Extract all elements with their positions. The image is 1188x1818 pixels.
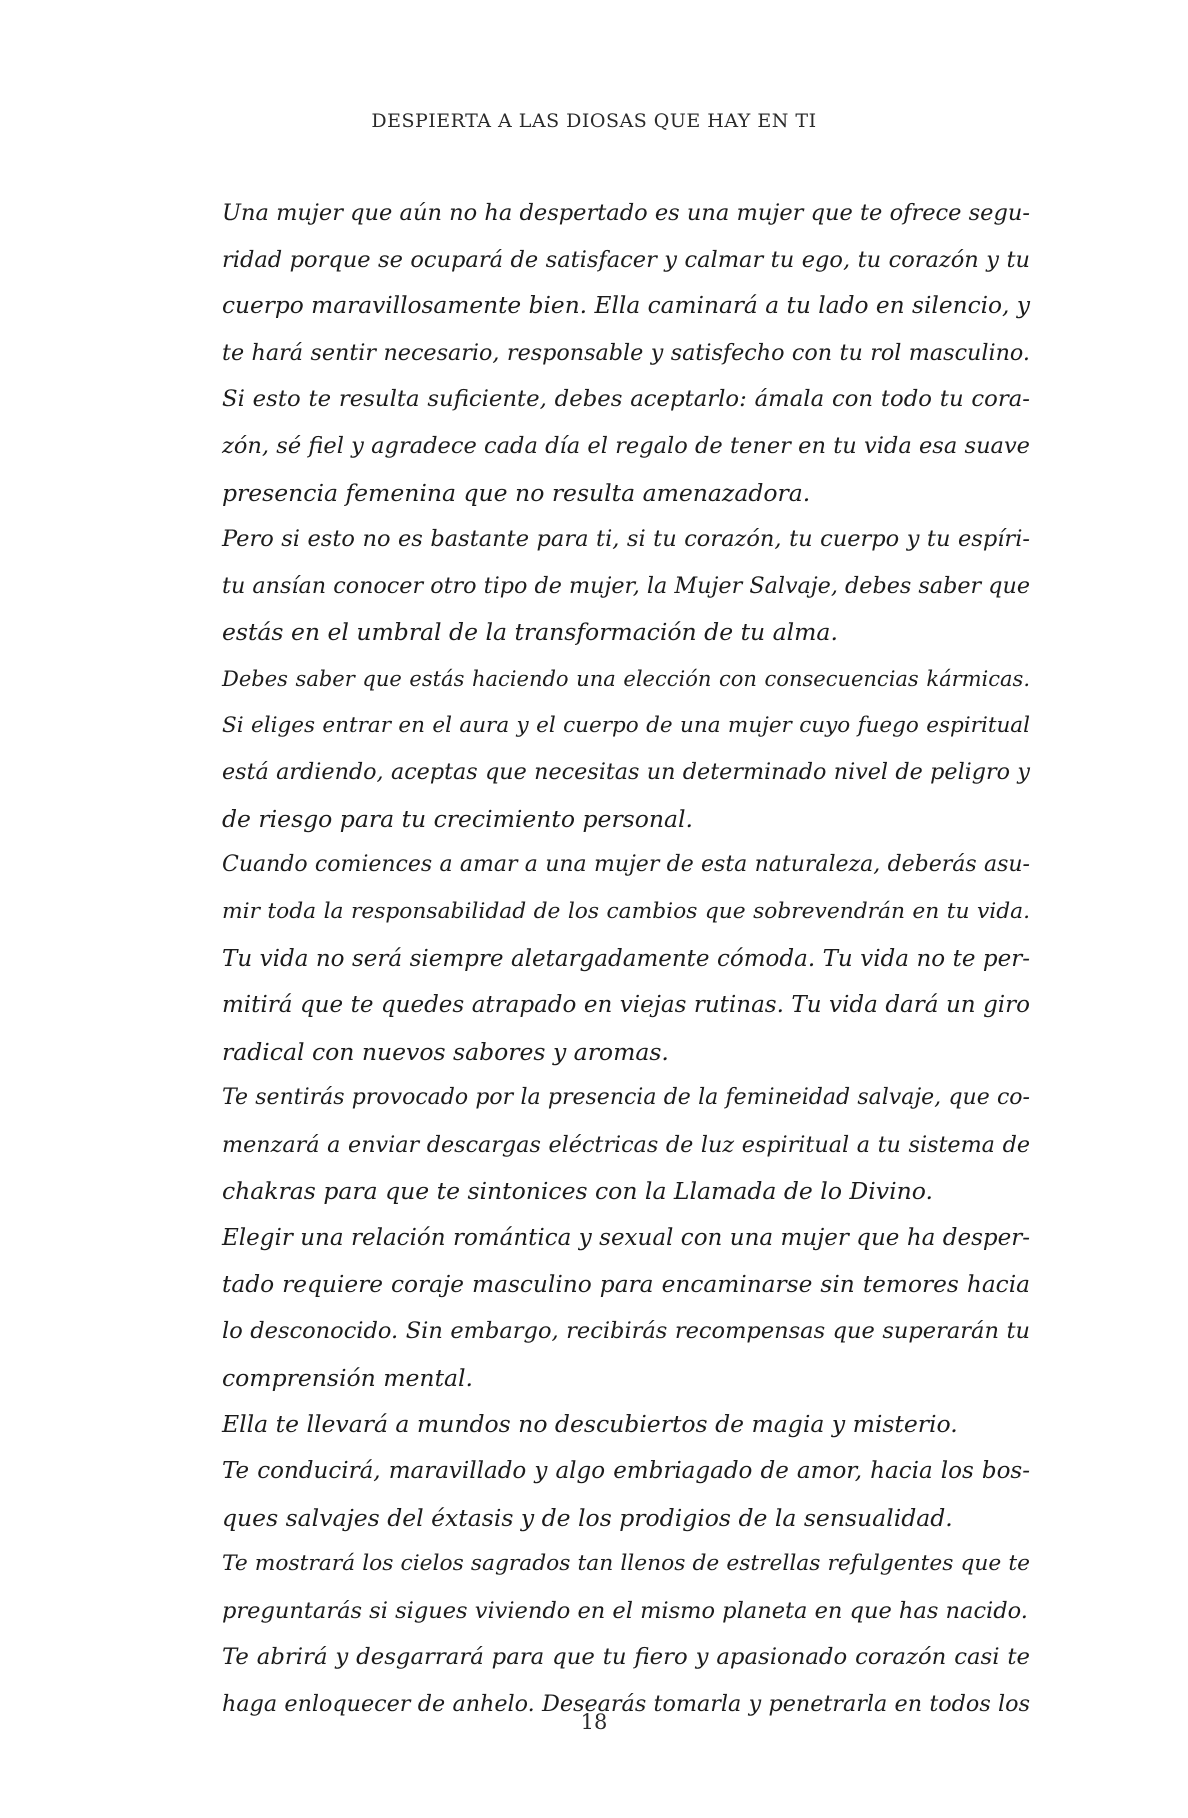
text-line: lo desconocido. Sin embargo, recibirás recompensas que superarán tu <box>222 1318 1030 1345</box>
text-line: Si esto te resulta suficiente, debes aceptarlo: ámala con todo tu cora- <box>222 386 1030 413</box>
text-line: menzará a enviar descargas eléctricas de luz espiritual a tu sistema de <box>222 1131 1030 1158</box>
text-line: tu ansían conocer otro tipo de mujer, la Mujer Salvaje, debes saber que <box>222 572 1030 599</box>
text-line: Te abrirá y desgarrará para que tu fiero y apasionado corazón casi te <box>222 1644 1030 1671</box>
text-line: comprensión mental. <box>222 1363 474 1392</box>
text-line: está ardiendo, aceptas que necesitas un determinado nivel de peligro y <box>222 759 1030 786</box>
text-line: estás en el umbral de la transformación de tu alma. <box>222 618 838 647</box>
text-line: Te mostrará los cielos sagrados tan llenos de estrellas refulgentes que te <box>222 1551 1030 1577</box>
page-number: 18 <box>580 1710 608 1734</box>
text-line: Te conducirá, maravillado y algo embriagado de amor, hacia los bos- <box>222 1458 1030 1485</box>
text-line: preguntarás si sigues viviendo en el mismo planeta en que has nacido. <box>222 1597 1028 1624</box>
text-line: te hará sentir necesario, responsable y satisfecho con tu rol masculino. <box>222 339 1030 366</box>
running-head: DESPIERTA A LAS DIOSAS QUE HAY EN TI <box>371 110 817 132</box>
text-line: radical con nuevos sabores y aromas. <box>222 1037 669 1066</box>
text-line: mir toda la responsabilidad de los cambios que sobrevendrán en tu vida. <box>222 898 1030 924</box>
text-line: Tu vida no será siempre aletargadamente cómoda. Tu vida no te per- <box>222 945 1030 972</box>
text-line: Elegir una relación romántica y sexual con una mujer que ha desper- <box>222 1225 1030 1252</box>
text-line: Cuando comiences a amar a una mujer de esta naturaleza, deberás asu- <box>222 852 1030 878</box>
text-line: Ella te llevará a mundos no descubiertos de magia y misterio. <box>222 1410 958 1439</box>
text-line: mitirá que te quedes atrapado en viejas rutinas. Tu vida dará un giro <box>222 992 1030 1019</box>
text-line: cuerpo maravillosamente bien. Ella caminará a tu lado en silencio, y <box>222 292 1030 320</box>
text-line: presencia femenina que no resulta amenazadora. <box>222 478 811 507</box>
body-text <box>222 190 1030 1728</box>
text-line: ridad porque se ocupará de satisfacer y calmar tu ego, tu corazón y tu <box>222 246 1030 273</box>
text-line: Te sentirás provocado por la presencia de la femineidad salvaje, que co- <box>222 1085 1030 1111</box>
text-line: zón, sé fiel y agradece cada día el regalo de tener en tu vida esa suave <box>222 432 1030 459</box>
text-line: haga enloquecer de anhelo. Desearás tomarla y penetrarla en todos los <box>222 1691 1030 1717</box>
text-line: de riesgo para tu crecimiento personal. <box>222 804 694 833</box>
text-line: Si eliges entrar en el aura y el cuerpo de una mujer cuyo fuego espiritual <box>222 712 1030 738</box>
text-line: Una mujer que aún no ha despertado es una mujer que te ofrece segu- <box>222 200 1030 226</box>
text-line: chakras para que te sintonices con la Llamada de lo Divino. <box>222 1177 933 1206</box>
text-line: tado requiere coraje masculino para encaminarse sin temores hacia <box>222 1270 1030 1298</box>
text-line: Debes saber que estás haciendo una elección con consecuencias kármicas. <box>222 666 1030 691</box>
text-line: Pero si esto no es bastante para ti, si tu corazón, tu cuerpo y tu espíri- <box>222 526 1030 553</box>
text-line: ques salvajes del éxtasis y de los prodigios de la sensualidad. <box>222 1503 953 1532</box>
